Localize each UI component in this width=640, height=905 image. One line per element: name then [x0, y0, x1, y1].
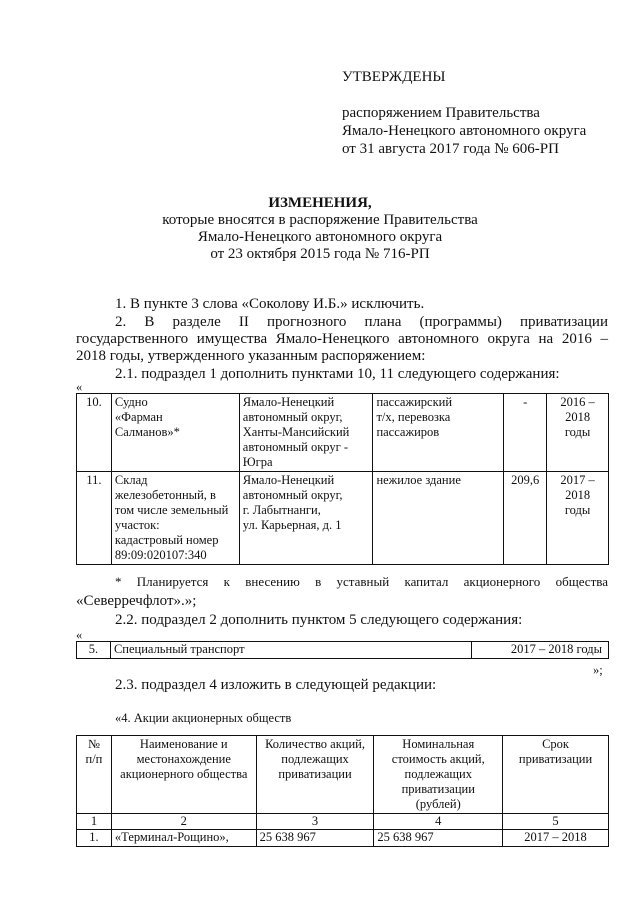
paragraph-2-line-2: государственного имущества Ямало-Ненецкого автономного округа на 2016 –: [76, 331, 608, 347]
table-row: [77, 472, 609, 565]
approval-line-2: Ямало-Ненецкого автономного округа: [342, 123, 587, 139]
row-number: 1.: [77, 830, 112, 847]
object-location: Ямало-Ненецкий автономный округ, Ханты-Мансийский автономный округ - Югра: [239, 394, 373, 472]
paragraph-1: 1. В пункте 3 слова «Соколову И.Б.» исключить.: [115, 296, 425, 312]
paragraph-2-line-3: 2018 годы, утвержденного указанным распоряжением:: [76, 348, 426, 364]
table-column-numbers-row: [77, 814, 609, 830]
quote-open-1: «: [76, 380, 83, 394]
privatization-term: 2017 – 2018 годы: [547, 472, 609, 565]
row-number: 5.: [77, 642, 111, 659]
privatization-table-2: [76, 641, 609, 659]
paragraph-2-2: 2.2. подраздел 2 дополнить пунктом 5 следующего содержания:: [115, 612, 523, 628]
object-name: Склад железобетонный, в том числе земельный участок: кадастровый номер 89:09:020107:340: [111, 472, 239, 565]
company-name: «Терминал-Рощино»,: [111, 830, 256, 847]
table-row: [77, 830, 609, 847]
approval-line-3: от 31 августа 2017 года № 606-РП: [342, 141, 559, 157]
header-nominal-value: Номинальная стоимость акций, подлежащих приватизации (рублей): [374, 736, 503, 814]
approval-heading: УТВЕРЖДЕНЫ: [342, 69, 446, 85]
header-term: Срок приватизации: [503, 736, 609, 814]
object-name: Судно «Фарман Салманов»*: [111, 394, 239, 472]
table-row: [77, 642, 609, 659]
approval-line-1: распоряжением Правительства: [342, 105, 540, 121]
paragraph-2-3: 2.3. подраздел 4 изложить в следующей редакции:: [115, 677, 437, 693]
privatization-term: 2017 – 2018 годы: [472, 642, 609, 659]
row-number: 10.: [77, 394, 112, 472]
column-number: 3: [256, 814, 374, 830]
object-name: Специальный транспорт: [110, 642, 471, 659]
object-area: -: [504, 394, 547, 472]
column-number: 5: [503, 814, 609, 830]
table-row: [77, 394, 609, 472]
table-header-row: [77, 736, 609, 814]
column-number: 4: [374, 814, 503, 830]
object-location: Ямало-Ненецкий автономный округ, г. Лабытнанги, ул. Карьерная, д. 1: [239, 472, 373, 565]
header-number: № п/п: [77, 736, 112, 814]
column-number: 2: [111, 814, 256, 830]
object-purpose: нежилое здание: [373, 472, 504, 565]
paragraph-2-1: 2.1. подраздел 1 дополнить пунктами 10, 11 следующего содержания:: [115, 366, 560, 382]
footnote-line-1: * Планируется к внесению в уставный капитал акционерного общества: [115, 574, 608, 589]
header-company: Наименование и местонахождение акционерного общества: [111, 736, 256, 814]
privatization-term: 2016 – 2018 годы: [547, 394, 609, 472]
document-subtitle-2: Ямало-Ненецкого автономного округа: [197, 229, 443, 245]
section-4-title: «4. Акции акционерных обществ: [115, 711, 292, 725]
document-subtitle-3: от 23 октября 2015 года № 716-РП: [210, 246, 430, 262]
paragraph-2-line-1: 2. В разделе II прогнозного плана (программы) приватизации: [115, 314, 608, 330]
share-quantity: 25 638 967: [256, 830, 374, 847]
privatization-table-1: [76, 393, 609, 565]
footnote-line-2: «Северречфлот».»;: [76, 593, 197, 609]
quote-open-2: «: [76, 628, 83, 642]
object-area: 209,6: [504, 472, 547, 565]
document-subtitle-1: которые вносятся в распоряжение Правительства: [162, 212, 478, 228]
privatization-term: 2017 – 2018: [503, 830, 609, 847]
column-number: 1: [77, 814, 112, 830]
shares-table: [76, 735, 609, 847]
row-number: 11.: [77, 472, 112, 565]
document-title: ИЗМЕНЕНИЯ,: [268, 195, 372, 211]
nominal-value: 25 638 967: [374, 830, 503, 847]
header-quantity: Количество акций, подлежащих приватизации: [256, 736, 374, 814]
quote-close-2: »;: [593, 663, 603, 677]
object-purpose: пассажирский т/х, перевозка пассажиров: [373, 394, 504, 472]
